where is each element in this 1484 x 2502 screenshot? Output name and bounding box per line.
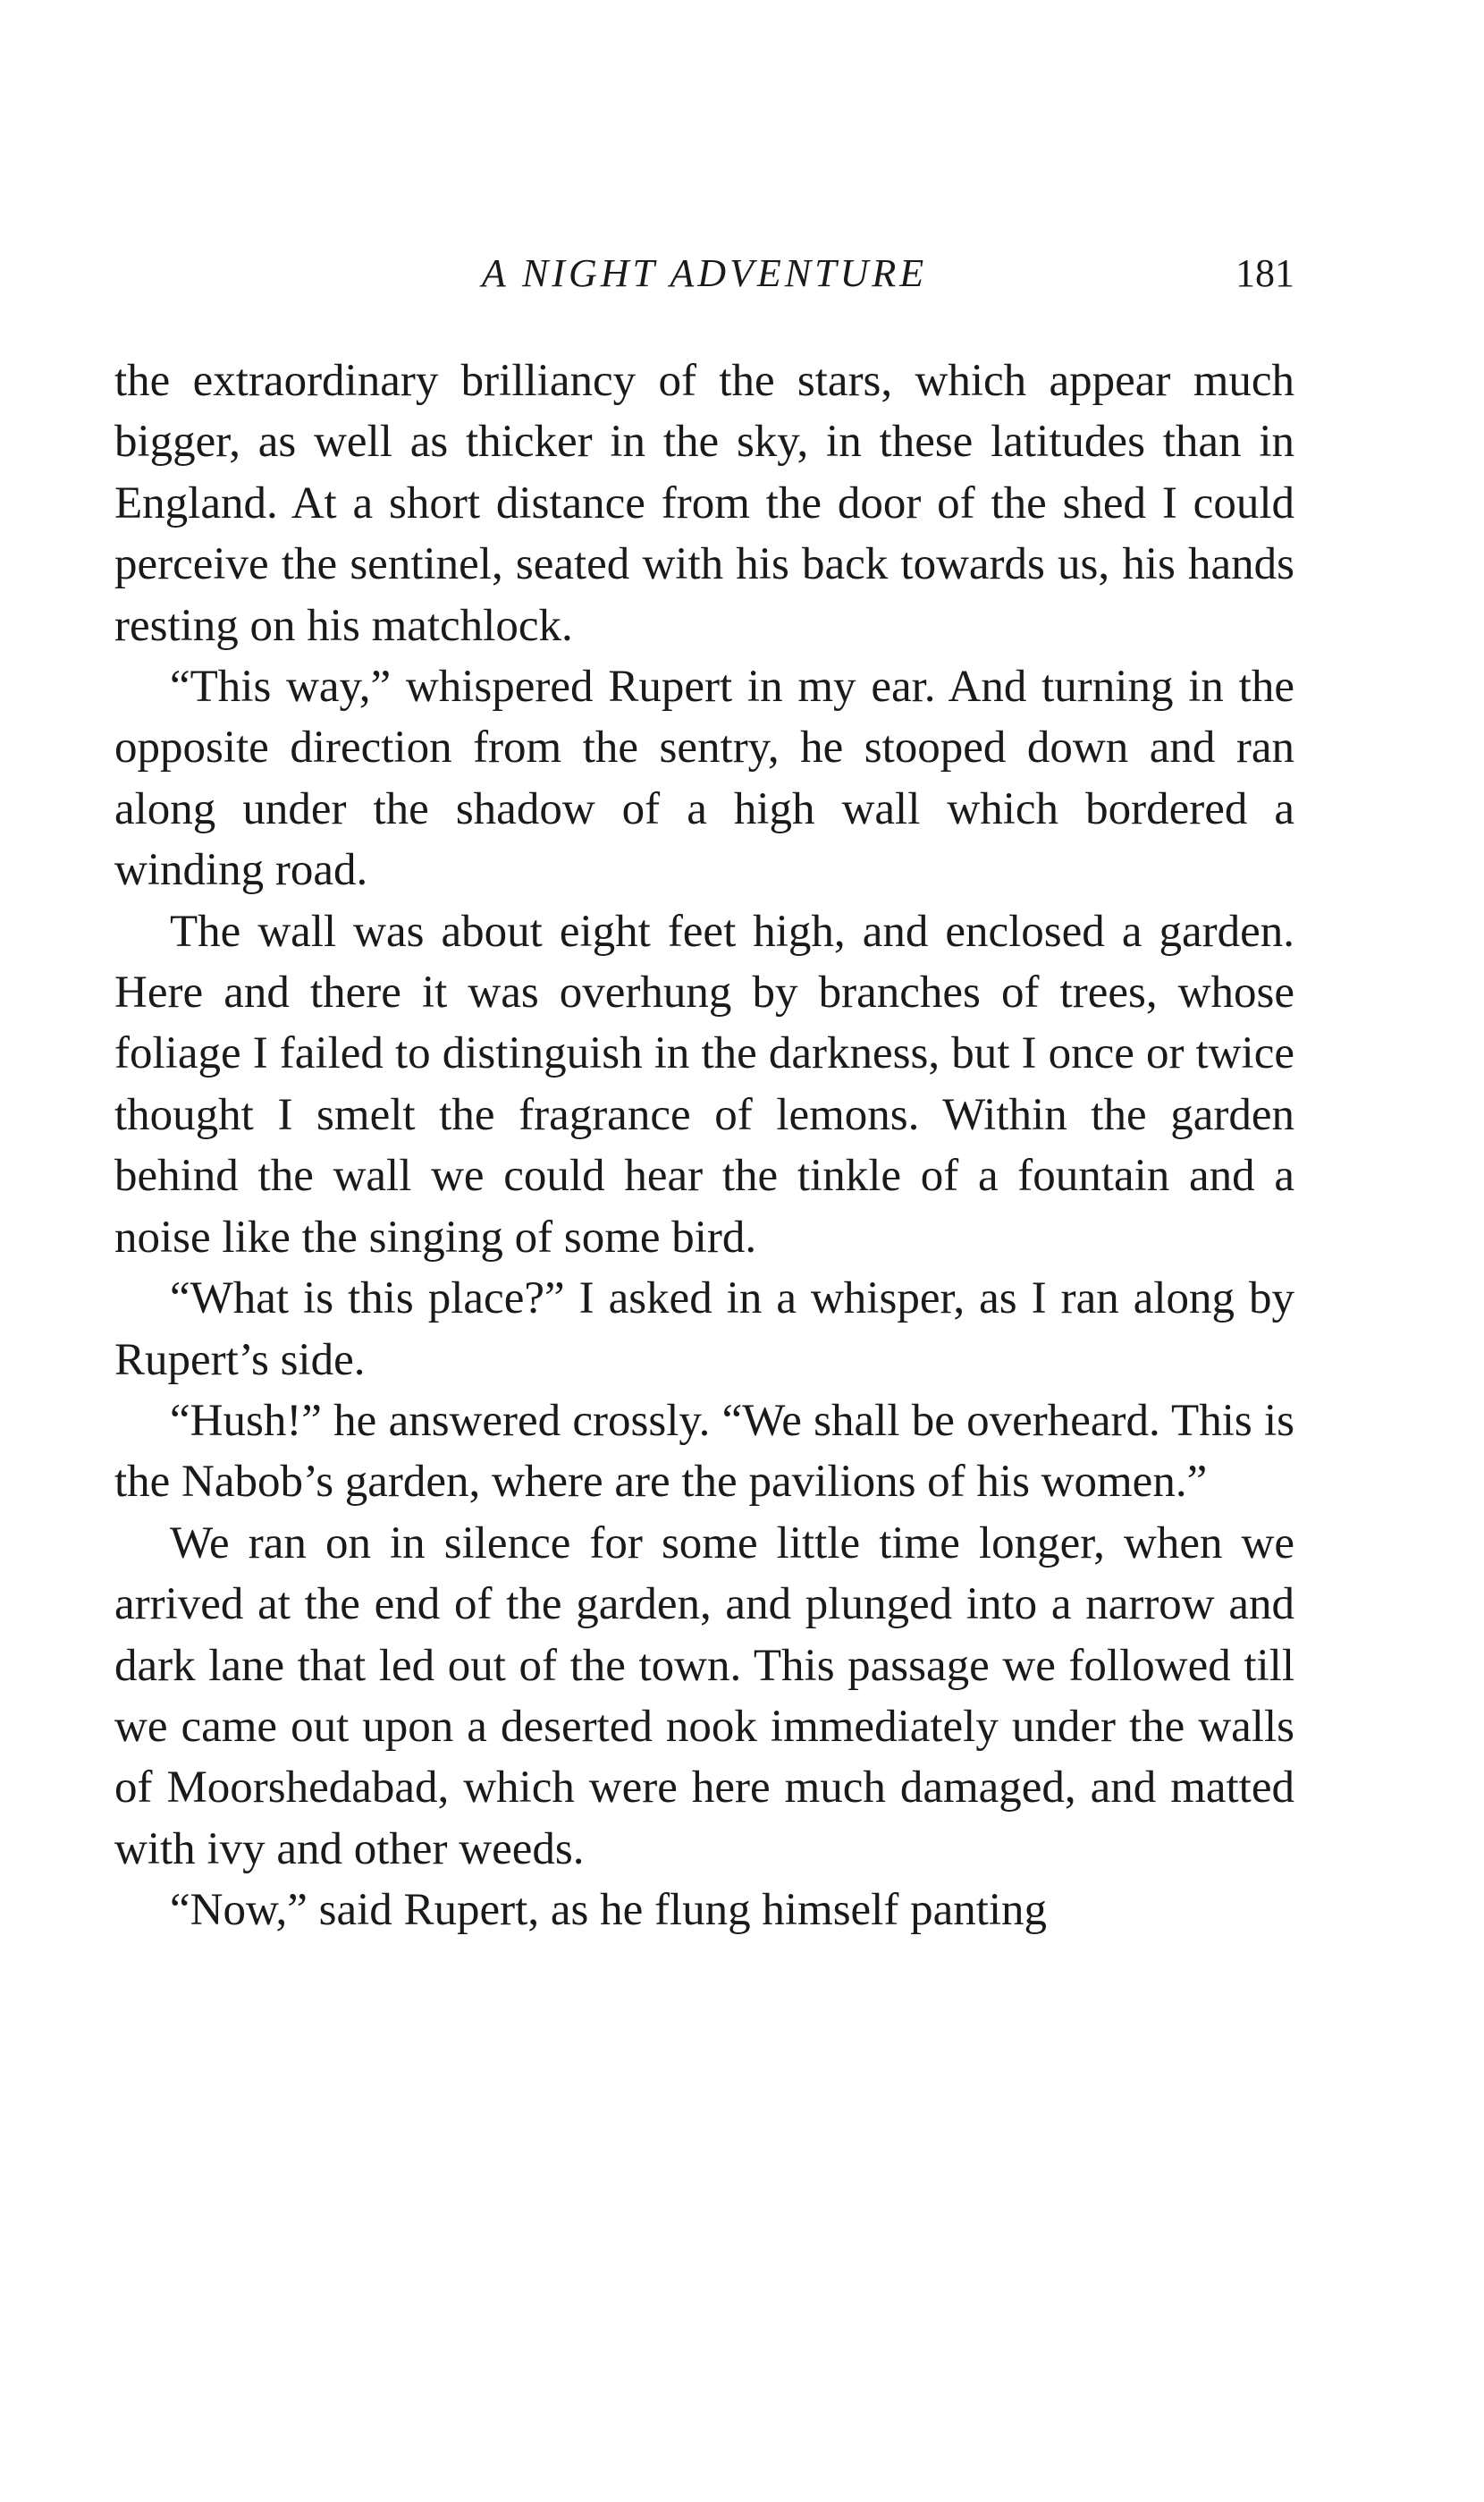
paragraph: “What is this place?” I asked in a whisper, as I ran along by Rupert’s side. — [114, 1273, 1294, 1385]
paragraph: The wall was about eight feet high, and enclosed a garden. Here and there it was overhung by branches of trees, whose foliage I failed to distinguish in the darkness, but I once or twice thought I smelt the fragrance of lemons. Within the garden behind the wall we could hear the tinkle of a fountain and a noise like the singing of some bird. — [114, 906, 1294, 1263]
body-text — [114, 351, 1294, 1941]
page-number: 181 — [1235, 251, 1294, 295]
paragraph: “This way,” whispered Rupert in my ear. And turning in the opposite direction from the sentry, he stooped down and ran along under the shadow of a high wall which bordered a winding road. — [114, 662, 1294, 896]
paragraph: “Now,” said Rupert, as he flung himself panting — [170, 1885, 1048, 1936]
running-title: A NIGHT ADVENTURE — [481, 251, 928, 295]
paragraph-continuation: the extraordinary brilliancy of the stars, which appear much bigger, as well as thicker in the sky, in these latitudes than in England. At a short distance from the door of the shed I could perceive the sentinel, seated with his back towards us, his hands resting on his matchlock. — [114, 356, 1294, 651]
paragraph: “Hush!” he answered crossly. “We shall be overheard. This is the Nabob’s garden, where are the pavilions of his women.” — [114, 1395, 1294, 1508]
running-head — [114, 247, 1294, 300]
paragraph: We ran on in silence for some little time longer, when we arrived at the end of the garden, and plunged into a narrow and dark lane that led out of the town. This passage we followed till we came out upon a deserted nook immediately under the walls of Moorshedabad, which were here much damaged, and matted with ivy and other weeds. — [114, 1517, 1294, 1874]
